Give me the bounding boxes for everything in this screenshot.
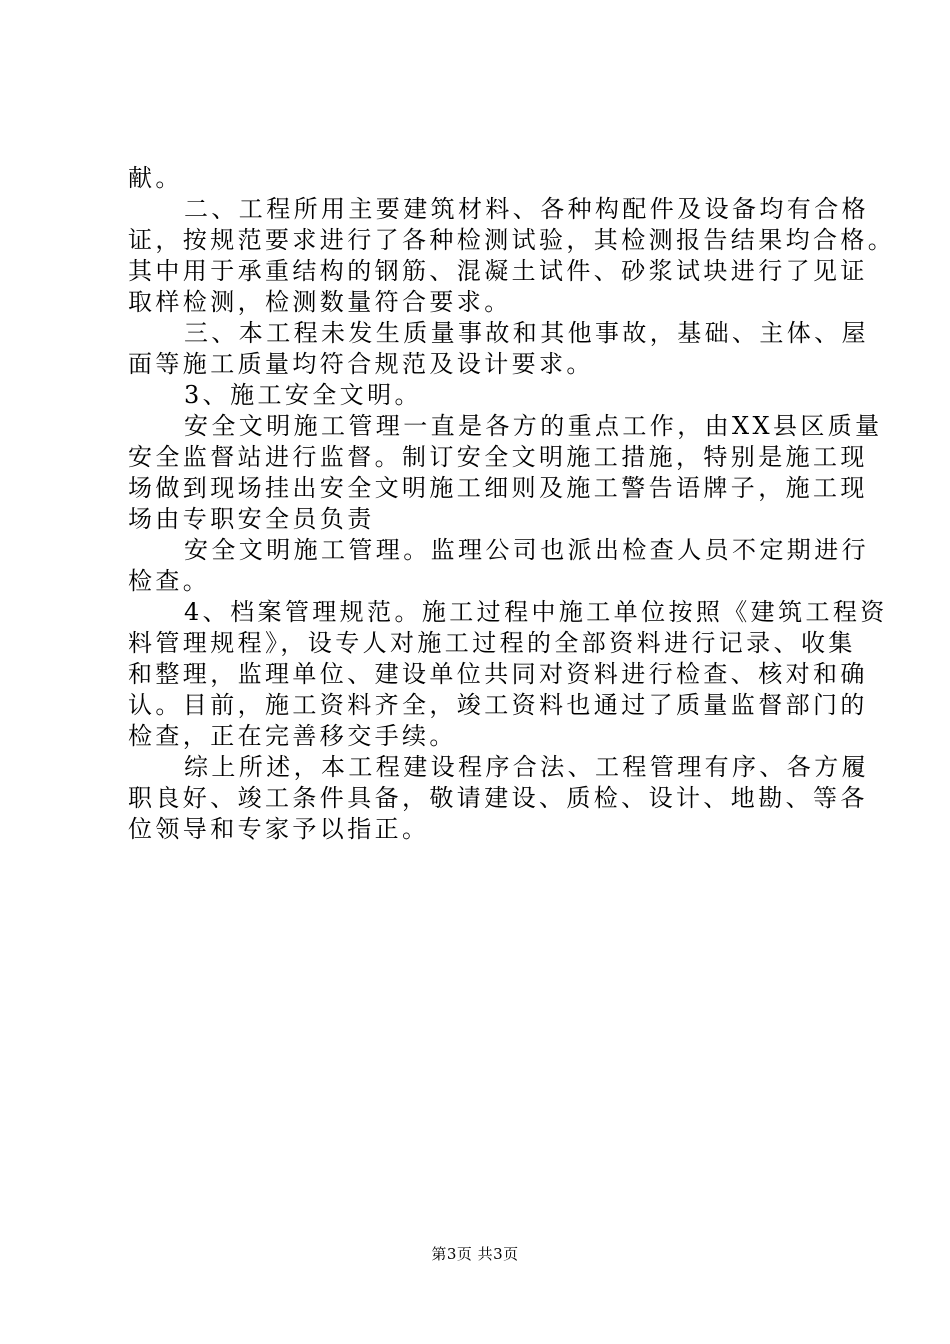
section-heading-safety: 3、施工安全文明。 — [184, 381, 422, 409]
conclusion-line-3: 位领导和专家予以指正。 — [128, 815, 430, 843]
text-line-19: 检查，正在完善移交手续。 — [128, 722, 457, 750]
text-line-2: 二、工程所用主要建筑材料、各种构配件及设备均有合格 — [184, 195, 869, 223]
conclusion-line-1: 综上所述，本工程建设程序合法、工程管理有序、各方履 — [184, 753, 869, 781]
page-number-footer: 第3页 共3页 — [431, 1245, 519, 1263]
text-line-13: 安全文明施工管理。监理公司也派出检查人员不定期进行 — [184, 536, 869, 564]
conclusion-line-2: 职良好、竣工条件具备，敬请建设、质检、设计、地勘、等各 — [128, 784, 868, 812]
text-line-5: 取样检测，检测数量符合要求。 — [128, 288, 512, 316]
text-line-17: 和整理，监理单位、建设单位共同对资料进行检查、核对和确 — [128, 660, 868, 688]
document-body — [128, 163, 896, 845]
text-line-7: 面等施工质量均符合规范及设计要求。 — [128, 350, 594, 378]
text-line-10: 安全监督站进行监督。制订安全文明施工措施，特别是施工现 — [128, 443, 868, 471]
text-line-14: 检查。 — [128, 567, 211, 595]
text-line-6: 三、本工程未发生质量事故和其他事故，基础、主体、屋 — [184, 319, 869, 347]
text-line-4: 其中用于承重结构的钢筋、混凝土试件、砂浆试块进行了见证 — [128, 257, 868, 285]
text-line-3: 证，按规范要求进行了各种检测试验，其检测报告结果均合格。 — [128, 226, 896, 254]
text-line-9: 安全文明施工管理一直是各方的重点工作，由XX县区质量 — [184, 412, 883, 440]
text-line-12: 场由专职安全员负责 — [128, 505, 375, 533]
text-line-18: 认。目前，施工资料齐全，竣工资料也通过了质量监督部门的 — [128, 691, 868, 719]
text-line-16: 料管理规程》，设专人对施工过程的全部资料进行记录、收集 — [128, 629, 856, 657]
text-line-11: 场做到现场挂出安全文明施工细则及施工警告语牌子，施工现 — [128, 474, 868, 502]
section-heading-archives: 4、档案管理规范。施工过程中施工单位按照《建筑工程资 — [184, 598, 888, 626]
text-line-1: 献。 — [128, 164, 183, 192]
